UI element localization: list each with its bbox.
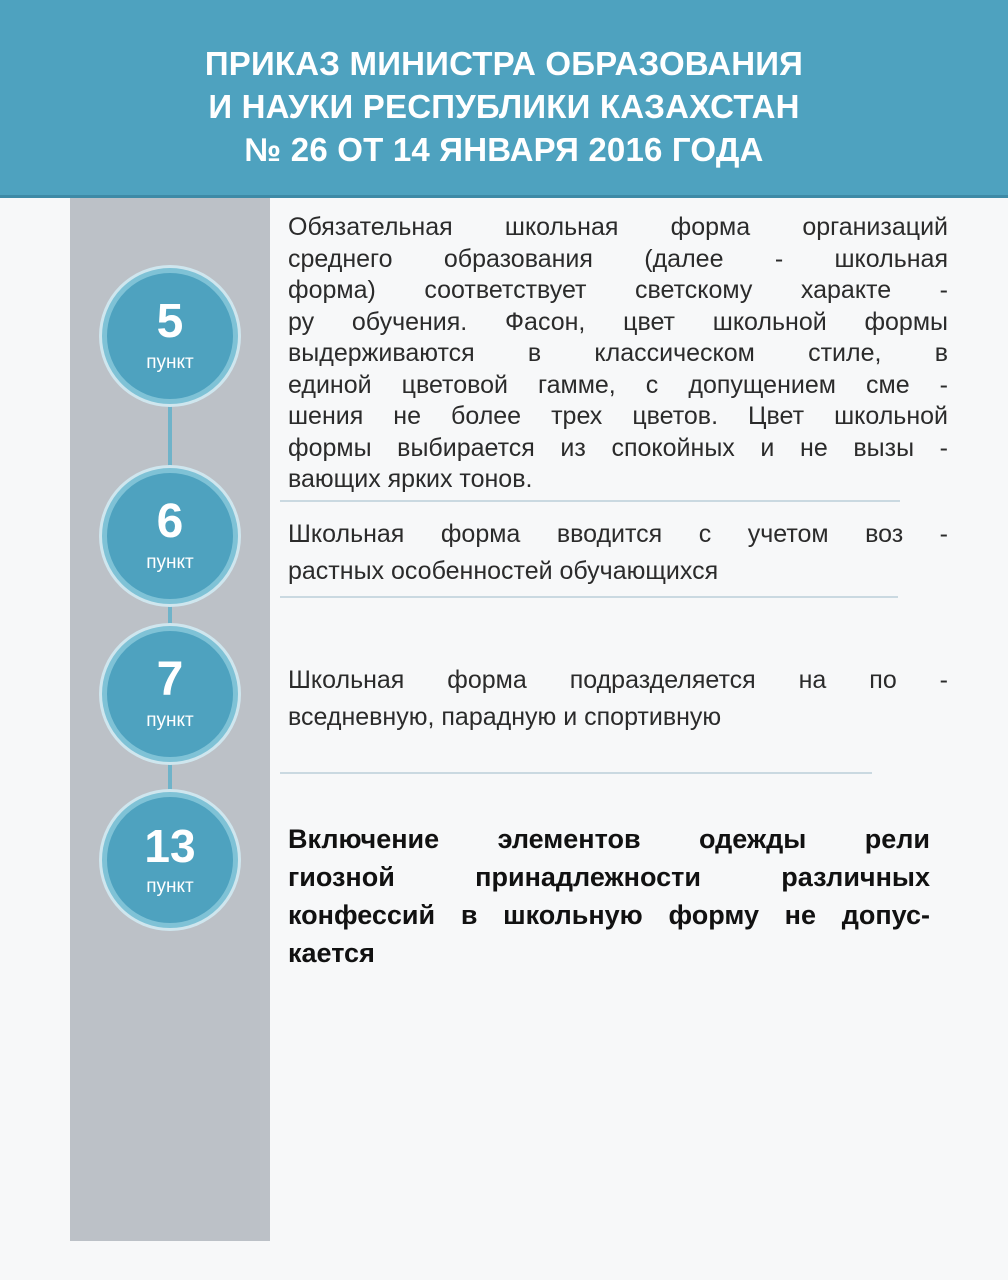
- text-line: вседневную, парадную и спортивную: [288, 703, 722, 731]
- point-number: 5: [156, 295, 184, 348]
- text-line: кается: [288, 938, 375, 968]
- title-line-3: № 26 ОТ 14 ЯНВАРЯ 2016 ГОДА: [244, 131, 764, 168]
- text-line: шения не более трех цветов. Цвет школьной: [288, 402, 948, 430]
- point-label: пункт: [146, 876, 194, 897]
- point-5-text: [288, 212, 948, 496]
- divider: [280, 772, 872, 774]
- text-line: Школьная форма подразделяется на по -: [288, 666, 948, 694]
- point-number: 6: [156, 495, 184, 548]
- divider: [280, 500, 900, 502]
- text-line: конфессий в школьную форму не допус-: [288, 900, 930, 930]
- text-line: Школьная форма вводится с учетом воз -: [288, 520, 948, 548]
- point-7-text: [288, 662, 948, 736]
- text-line: среднего образования (далее - школьная: [288, 244, 948, 273]
- point-5-badge: [102, 268, 238, 404]
- text-line: форма) соответствует светскому характе -: [288, 276, 948, 304]
- header-banner: [0, 0, 1008, 198]
- point-13-text: [288, 820, 930, 972]
- text-line: растных особенностей обучающихся: [288, 557, 719, 585]
- title-line-2: И НАУКИ РЕСПУБЛИКИ КАЗАХСТАН: [208, 88, 800, 125]
- text-line: Обязательная школьная форма организаций: [288, 213, 948, 241]
- text-line: единой цветовой гамме, с допущением сме -: [288, 370, 948, 399]
- point-label: пункт: [146, 552, 194, 573]
- title-line-1: ПРИКАЗ МИНИСТРА ОБРАЗОВАНИЯ: [204, 45, 804, 82]
- point-number: 7: [156, 653, 184, 706]
- point-13-badge: [102, 792, 238, 928]
- text-line: вающих ярких тонов.: [288, 465, 533, 493]
- text-line: гиозной принадлежности различных: [288, 862, 930, 892]
- point-7-badge: [102, 626, 238, 762]
- text-line: Включение элементов одежды рели: [288, 824, 930, 854]
- point-label: пункт: [146, 352, 194, 373]
- point-6-badge: [102, 468, 238, 604]
- point-6-text: [288, 516, 948, 590]
- point-label: пункт: [146, 710, 194, 731]
- text-line: формы выбирается из спокойных и не вызы -: [288, 433, 948, 462]
- text-line: ру обучения. Фасон, цвет школьной формы: [288, 307, 948, 336]
- point-number: 13: [144, 820, 196, 872]
- text-line: выдерживаются в классическом стиле, в: [288, 339, 948, 367]
- page-title: [0, 42, 1008, 171]
- divider: [280, 596, 898, 598]
